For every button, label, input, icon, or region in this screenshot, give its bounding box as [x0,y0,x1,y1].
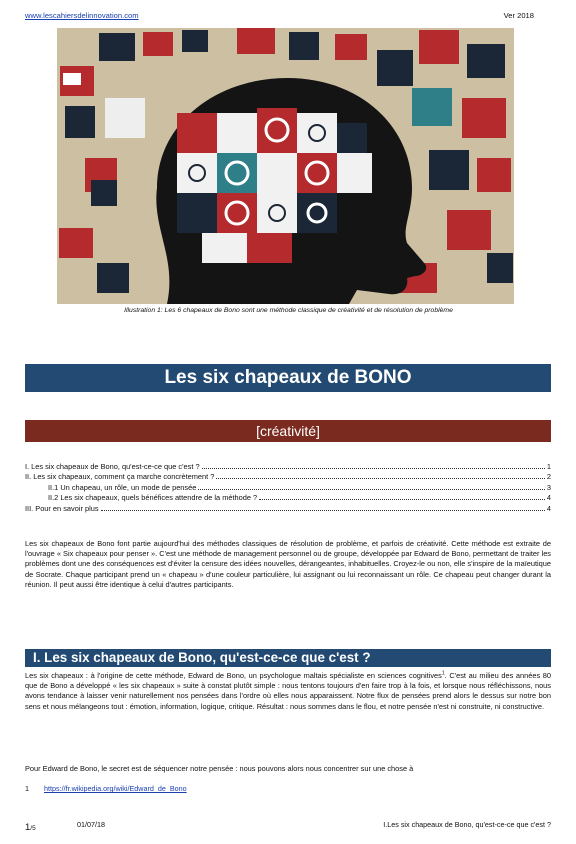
toc-entry-page: 1 [546,461,551,471]
toc-entry-page: 2 [546,472,551,481]
toc-entry[interactable] [25,502,551,513]
footer-page-number [25,822,36,833]
page-total: /5 [30,825,36,832]
toc-entry-page: 4 [546,503,551,513]
page-number: 1 [25,822,31,833]
brain-puzzle-illustration [57,28,514,304]
footnote [25,784,187,793]
intro-paragraph: Les six chapeaux de Bono font partie aujourd'hui des méthodes classiques de résolution de problème, et parfois de créativité. Cette méthode est extraite de l'ouvrage « Six chapeaux pour penser ». C'est une méthode de management personnel ou de groupe, développée par Edward de Bono, permettant de traiter les problèmes dont une des conséquences est d'éviter la censure des idées nouvelles, dérangeantes, inhabituelles. Croyez-le ou non, elle s'inspire de la maïeutique de Socrate. Chaque participant prend un « chapeau » d'une couleur particulière, lui assignant ou lui reconnaissant un rôle. Ce chapeau peut changer durant la réunion. Il peut aussi être identique à celui d'autres participants. [25,539,551,589]
section-paragraph-2: Pour Edward de Bono, le secret est de séquencer notre pensée : nous pouvons alors nous concentrer sur une chose à [25,764,414,773]
toc-entry[interactable] [25,492,551,503]
toc-entry-page: 4 [546,493,551,502]
footer-section-title: I.Les six chapeaux de Bono, qu'est-ce-ce que c'est ? [383,820,551,829]
toc-entry-label: II. Les six chapeaux, comment ça marche concrètement ? [25,472,215,481]
footer-date: 01/07/18 [77,820,105,829]
toc-entry[interactable] [25,460,551,471]
toc-entry[interactable] [25,481,551,492]
footnote-link[interactable]: https://fr.wikipedia.org/wiki/Edward_de_Bono [44,784,187,793]
footnote-number: 1 [25,784,29,793]
footnote-ref[interactable]: 1 [441,670,445,677]
version-label: Ver 2018 [503,11,534,20]
paragraph-text: Les six chapeaux : à l'origine de cette méthode, Edward de Bono, un psychologue maltais spécialiste en sciences cognitives [25,671,442,680]
website-link[interactable]: www.lescahiersdelinnovation.com [25,11,139,20]
section-paragraph [25,671,551,712]
toc-entry-label: I. Les six chapeaux de Bono, qu'est-ce-ce que c'est ? [25,461,200,471]
document-subtitle: [créativité] [25,420,551,442]
illustration-image [57,28,514,304]
toc-entry-label: II.2 Les six chapeaux, quels bénéfices attendre de la méthode ? [48,493,258,502]
toc-entry-label: II.1 Un chapeau, un rôle, un mode de pensée [48,482,197,492]
toc-entry-page: 3 [546,482,551,492]
document-title: Les six chapeaux de BONO [25,364,551,392]
section-heading: I. Les six chapeaux de Bono, qu'est-ce-ce que c'est ? [25,649,551,667]
illustration-caption: Illustration 1: Les 6 chapeaux de Bono sont une méthode classique de créativité et de résolution de problème [124,307,453,314]
table-of-contents [25,460,551,513]
toc-entry[interactable] [25,471,551,482]
paragraph-text: . C'est au milieu des années 80 que de Bono a développé « les six chapeaux » suite à constat plutôt simple : nous tentons toujours d'en faire trop à la fois, et lorsque nous réfléchissons, nous avons tendance à laisser venir naturellement nos pensées dans l'ordre où elles nous apparaissent. Notre flux de pensées prend alors le dessus sur notre bon sens et nous mélangeons tout : émotion, information, logique, critique. Résultat : nous sommes dans le flou, et notre pensée n'est ni construite, ni constructive. [25,671,552,711]
toc-entry-label: III. Pour en savoir plus [25,503,99,513]
